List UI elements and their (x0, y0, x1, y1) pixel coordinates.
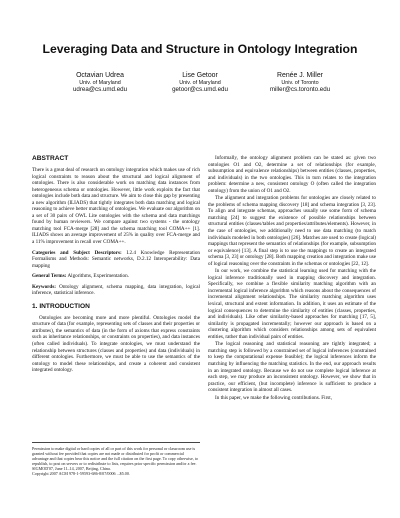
body-paragraph: The alignment and integration problems for ontologies are closely related to the problems of schema mapping discovery [18] and schema integration [3, 23]. To align and integrate schemas, approaches usually use some form of schema matching [24] to suggest the existence of possible relationships between structural entities (classes/tables and properties/attributes/elements). However, in the case of ontologies, we additionally need to use data matching (to match individuals modeled in both ontologies) [26]. Matches are used to create (logical) mappings that represent the semantics of relationships (for example, subsumption or equivalence) [13]. A final step is to use the mappings to create an integrated schema [3, 23] or ontology [28]. Both mapping creation and integration make use of logical reasoning over the constraints in the schemas or ontologies [22, 12]. (208, 195, 376, 267)
body-paragraph: In our work, we combine the statistical learning used for matching with the logical inference traditionally used in mapping discovery and integration. Specifically, we combine a flexible similarity matching algorithm with an incremental logical inference algorithm which reasons about the consequences of incremental alignment relationships. The similarity matching algorithm uses lexical, structural and extent information. In addition, it uses an estimate of the logical consequences to determine the similarity of entities (classes, properties, and individuals). Like other similarity-based approaches for matching [17, 5], similarity is propagated incrementally; however our approach is based on a clustering algorithm which considers relationships among sets of equivalent entities, rather than individual pairs of entities. (208, 268, 376, 340)
author-name: Lise Getoor (182, 72, 218, 79)
copyright-text: Copyright 2007 ACM 978-1-59593-686-8/07/0006 ...$5.00. (32, 471, 130, 476)
author-affiliation: Univ. of Maryland (79, 80, 121, 86)
paper-title: Leveraging Data and Structure in Ontology Integration (42, 42, 358, 56)
introduction-paragraph: Ontologies are becoming more and more plentiful. Ontologies model the structure of data (for example, representing sets of classes and their properties or attributes), the semantics of data (in the form of axioms that express constraints such as inheritance relationships, or constraints on properties), and data instances (often called individuals). To integrate ontologies, we must understand the relationship between structures (classes and properties) and data (individuals) in different ontologies. Furthermore, we must be able to use the semantics of the ontology to model these relationships, and create a coherent and consistent integrated ontology. (32, 314, 200, 374)
venue-text: SIGMOD'07, June 11–14, 2007, Beijing, China. (32, 466, 111, 471)
general-terms-label: General Terms: (32, 273, 67, 280)
body-paragraph: In this paper, we make the following contributions. First, (215, 394, 333, 401)
author-email: getoor@cs.umd.edu (172, 86, 228, 94)
author-affiliation: Univ. of Toronto (281, 80, 319, 86)
author-name: Octavian Udrea (76, 72, 124, 79)
left-column (32, 155, 200, 375)
author-email: udrea@cs.umd.edu (72, 86, 128, 94)
author-block-3 (240, 72, 360, 94)
abstract-text: There is a great deal of research on ontology integration which makes use of rich logical constraints to reason about the structural and logical alignment of ontologies. There is also considerable work on matching data instances from heterogeneous schema or ontologies. However, little work exploits the fact that ontologies include both data and structure. We aim to close this gap by presenting a new algorithm (ILIADS) that tightly integrates both data matching and logical reasoning to achieve better matching of ontologies. We evaluate our algorithm on a set of 30 pairs of OWL Lite ontologies with the schema and data matchings found by human reviewers. We compare against two systems - the ontology matching tool FCA-merge [28] and the schema matching tool COMA++ [1]. ILIADS shows an average improvement of 25% in quality over FCA-merge and a 11% improvement in recall over COMA++. (32, 167, 200, 246)
permission-text: Permission to make digital or hard copies of all or part of this work for personal or classroom use is granted without fee provided that copies are not made or distributed for profit or commercial advantage and that copies bear this notice and the full citation on the first page. To copy otherwise, to republish, to post on servers or to redistribute to lists, requires prior specific permission and/or a fee. (32, 446, 199, 466)
body-paragraph: The logical reasoning and statistical reasoning are tightly integrated; a matching step is followed by a constrained set of logical inferences (constrained to keep the computational expense feasible); the logical inferences inform the matching by influencing the matching statistics. In the end, our approach results in an integrated ontology. Because we do not use complete logical inference at each step, we may produce an inconsistent ontology. However, we show that in practice, our efficient, (but incomplete) inference is sufficient to produce a consistent integration in almost all cases. (208, 341, 376, 394)
keywords-label: Keywords: (32, 283, 56, 290)
right-column (208, 155, 376, 402)
categories-label: Categories and Subject Descriptors: (32, 249, 122, 256)
author-affiliation: Univ. of Maryland (179, 80, 221, 86)
permission-footnote (32, 442, 200, 476)
body-paragraph: Informally, the ontology alignment problem can be stated as: given two ontologies O1 and O2, determine a set of relationships (for example, subsumption and equivalence relationships) between entities (classes, properties, and individuals) in the two ontologies. This in turn relates to the integration problem: determine a new, consistent ontology O (often called the integration ontology) from the union of O1 and O2. (208, 155, 376, 194)
keywords-paragraph (32, 284, 200, 297)
introduction-heading: 1. INTRODUCTION (32, 302, 90, 310)
keywords-text: Ontology alignment, schema mapping, data integration, logical inference, statistical inference. (32, 283, 200, 297)
general-terms-paragraph (32, 273, 200, 280)
author-name: Renée J. Miller (277, 72, 323, 79)
categories-text: I.2.4 Knowledge Representation Formalisms and Methods: Semantic networks, D.2.12 Interoperability: Data mapping (32, 249, 200, 269)
abstract-heading: ABSTRACT (32, 155, 69, 162)
categories-paragraph (32, 250, 200, 270)
author-email: miller@cs.toronto.edu (269, 86, 331, 94)
general-terms-text: Algorithms, Experimentation. (67, 273, 129, 280)
